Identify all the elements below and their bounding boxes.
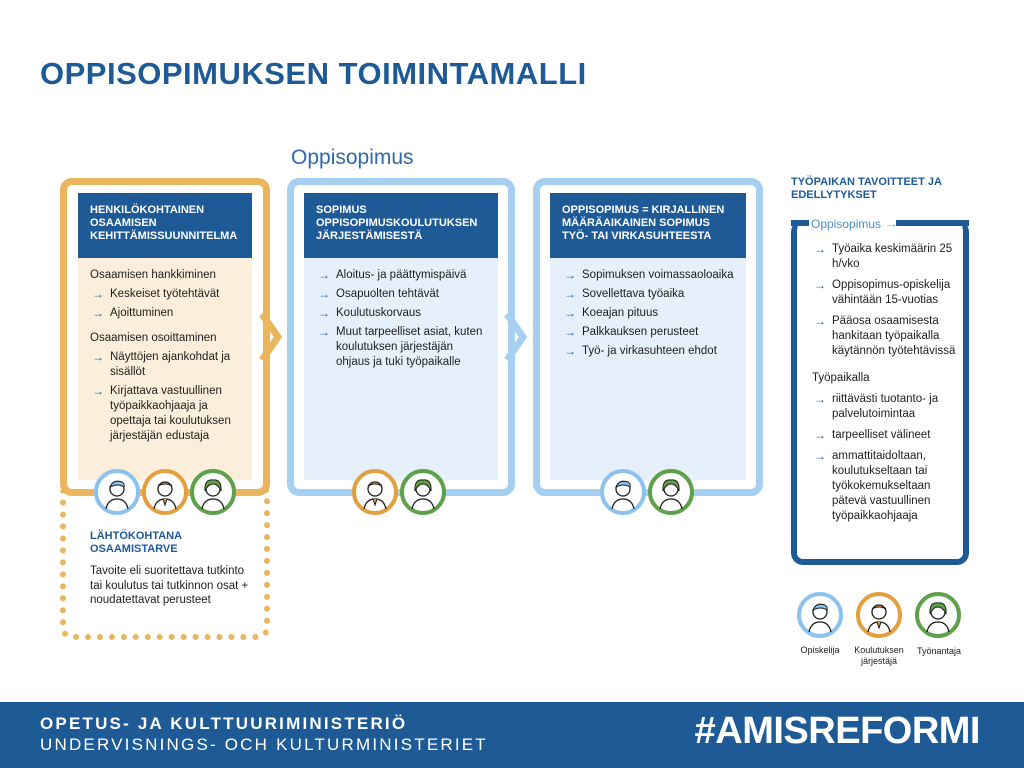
list-item [90, 350, 244, 380]
contract-list [562, 268, 738, 359]
hashtag: #AMISREFORMI [694, 710, 980, 752]
list-item [562, 287, 738, 302]
list-item-text: Sovellettava työaika [582, 288, 685, 300]
list-item [812, 278, 962, 308]
list-item-text: Osapuolten tehtävät [336, 288, 439, 300]
workplace-list-1 [812, 242, 962, 359]
legend-student-avatar-icon [797, 592, 843, 638]
arrow-right-icon: → [814, 392, 826, 406]
list-item-text: Koeajan pituus [582, 307, 659, 319]
plan-list-2 [90, 350, 244, 444]
arrow-right-icon: → [318, 325, 330, 339]
arrow-right-icon: → [564, 287, 576, 301]
list-item [316, 306, 490, 321]
list-item-text: Työ- ja virkasuhteen ehdot [582, 345, 717, 357]
list-item-text: Muut tarpeelliset asiat, kuten koulutuksen järjestäjän ohjaus ja tuki työpaikalle [336, 326, 483, 368]
arrow-right-icon: → [92, 287, 104, 301]
employer-avatar-icon [648, 469, 694, 515]
arrow-right-icon: → [564, 344, 576, 358]
legend-provider-label: Koulutuksen järjestäjä [854, 645, 904, 666]
list-item [562, 268, 738, 283]
list-item-text: Palkkauksen perusteet [582, 326, 699, 338]
provider-avatar-icon [142, 469, 188, 515]
agreement-list [316, 268, 490, 370]
legend-employer-avatar-icon [915, 592, 961, 638]
list-item-text: Aloitus- ja päättymispäivä [336, 269, 467, 281]
agreement-heading: SOPIMUS OPPISOPIMUSKOULUTUKSEN JÄRJESTÄMISESTÄ [304, 193, 498, 258]
arrow-right-icon: → [814, 449, 826, 463]
oppisopimus-subtitle: Oppisopimus [291, 146, 414, 169]
starting-point-text: Tavoite eli suoritettava tutkinto tai koulutus tai tutkinnon osat + noudatettavat perusteet [90, 565, 249, 606]
arrow-right-icon: → [564, 306, 576, 320]
ministry-name-sv: UNDERVISNINGS- OCH KULTURMINISTERIET [40, 735, 488, 754]
page-title: OPPISOPIMUKSEN TOIMINTAMALLI [40, 56, 587, 91]
plan-list-1 [90, 287, 244, 321]
list-item-text: Näyttöjen ajankohdat ja sisällöt [110, 351, 231, 378]
arrow-right-icon: → [564, 268, 576, 282]
list-item-text: Ajoittuminen [110, 307, 174, 319]
list-item [562, 306, 738, 321]
list-item [812, 392, 962, 422]
student-avatar-icon [94, 469, 140, 515]
starting-point-title: LÄHTÖKOHTANA OSAAMISTARVE [90, 530, 182, 555]
ministry-name-fi: OPETUS- JA KULTTUURIMINISTERIÖ [40, 714, 408, 733]
list-item-text: Koulutuskorvaus [336, 307, 422, 319]
list-item [316, 268, 490, 283]
arrow-right-icon: → [92, 306, 104, 320]
chevron-right-icon [258, 312, 282, 362]
arrow-right-icon: → [318, 306, 330, 320]
list-item-text: Pääosa osaamisesta hankitaan työpaikalla käytännön työtehtävissä [832, 315, 956, 357]
list-item [316, 287, 490, 302]
workplace-frame-top-left [791, 220, 809, 226]
arrow-right-icon: → [814, 242, 826, 256]
section-title: Osaamisen hankkiminen [90, 269, 216, 281]
employer-avatar-icon [400, 469, 446, 515]
arrow-right-icon: → [92, 384, 104, 398]
list-item [90, 384, 244, 444]
agreement-panel [304, 258, 498, 480]
legend-provider-avatar-icon [856, 592, 902, 638]
list-item-text: Kirjattava vastuullinen työpaikkaohjaaja ja opettaja tai koulutuksen järjestäjän edustaja [110, 385, 231, 442]
arrow-right-icon: → [318, 287, 330, 301]
arrow-right-icon: → [92, 350, 104, 364]
list-item-text: ammattitaidoltaan, koulutukseltaan tai työkokemukseltaan pätevä vastuullinen työpaikkaohjaaja [832, 450, 931, 522]
legend-student-label: Opiskelija [800, 645, 840, 655]
list-item-text: tarpeelliset välineet [832, 429, 931, 441]
section-title: Osaamisen osoittaminen [90, 332, 217, 344]
list-item [812, 449, 962, 524]
provider-avatar-icon [352, 469, 398, 515]
employer-avatar-icon [190, 469, 236, 515]
arrow-right-icon: → [564, 325, 576, 339]
list-item-text: riittävästi tuotanto- ja palvelutoimintaa [832, 393, 939, 420]
list-item [316, 325, 490, 370]
contract-heading: OPPISOPIMUS = KIRJALLINEN MÄÄRÄAIKAINEN SOPIMUS TYÖ- TAI VIRKASUHTEESTA [550, 193, 746, 258]
list-item [562, 344, 738, 359]
list-item-text: Työaika keskimäärin 25 h/vko [832, 243, 953, 270]
chevron-right-icon [503, 312, 527, 362]
list-item-text: Oppisopimus-opiskelija vähintään 15-vuotias [832, 279, 951, 306]
workplace-body [812, 242, 962, 524]
workplace-frame-top-right [896, 220, 969, 226]
list-item-text: Sopimuksen voimassaoloaika [582, 269, 734, 281]
list-item [812, 242, 962, 272]
list-item [562, 325, 738, 340]
workplace-subtitle: Työpaikalla [812, 372, 870, 384]
legend-employer-label: Työnantaja [916, 646, 962, 656]
list-item-text: Keskeiset työtehtävät [110, 288, 220, 300]
contract-panel [550, 258, 746, 480]
arrow-right-icon: → [884, 215, 899, 231]
workplace-list-2 [812, 392, 962, 524]
student-avatar-icon [600, 469, 646, 515]
arrow-right-icon: → [318, 268, 330, 282]
list-item [90, 287, 244, 302]
plan-panel [78, 258, 252, 480]
list-item [812, 314, 962, 359]
workplace-title: TYÖPAIKAN TAVOITTEET JA EDELLYTYKSET [791, 176, 942, 201]
oppisopimus-tag-label: Oppisopimus [811, 217, 882, 231]
plan-heading: HENKILÖKOHTAINEN OSAAMISEN KEHITTÄMISSUUNNITELMA [78, 193, 252, 258]
arrow-right-icon: → [814, 428, 826, 442]
list-item [812, 428, 962, 443]
arrow-right-icon: → [814, 314, 826, 328]
oppisopimus-tag [811, 215, 898, 231]
list-item [90, 306, 244, 321]
arrow-right-icon: → [814, 278, 826, 292]
